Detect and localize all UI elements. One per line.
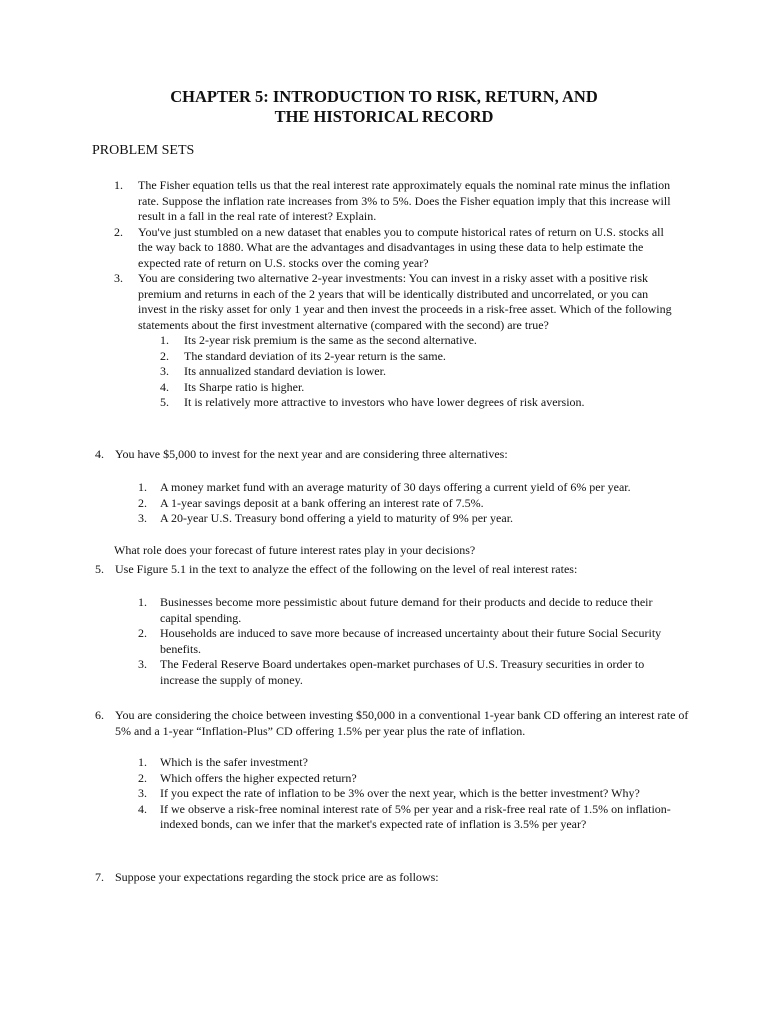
problem-number: 1.	[114, 178, 123, 192]
scenario-number: 3.	[138, 657, 147, 671]
problem-2	[114, 225, 674, 272]
question-item	[138, 802, 678, 833]
scenario-item	[138, 657, 678, 688]
question-number: 2.	[138, 770, 147, 785]
problem-text: Suppose your expectations regarding the stock price are as follows:	[115, 870, 439, 884]
statement-number: 4.	[160, 379, 169, 394]
statement-item	[160, 349, 674, 365]
problem-4-alternatives	[138, 480, 698, 527]
problem-1	[114, 178, 674, 225]
problem-7	[95, 870, 695, 886]
section-heading: PROBLEM SETS	[92, 143, 195, 158]
scenario-text: Households are induced to save more because of increased uncertainty about their future Social Security benefits.	[160, 626, 662, 656]
problem-4-question: What role does your forecast of future interest rates play in your decisions?	[114, 543, 476, 557]
statement-item	[160, 333, 674, 349]
question-number: 3.	[138, 786, 147, 800]
question-item	[138, 755, 678, 771]
statement-number: 1.	[160, 333, 169, 347]
statement-text: It is relatively more attractive to investors who have lower degrees of risk aversion.	[184, 395, 585, 409]
problem-text: Use Figure 5.1 in the text to analyze the effect of the following on the level of real interest rates:	[115, 562, 578, 576]
statement-item	[160, 395, 674, 411]
problem-4	[95, 447, 695, 463]
statement-item	[160, 380, 674, 396]
statement-number: 5.	[160, 395, 169, 409]
problem-6-questions	[138, 755, 678, 833]
question-number: 1.	[138, 755, 147, 769]
question-text: If you expect the rate of inflation to be 3% over the next year, which is the better investment? Why?	[160, 786, 640, 800]
problem-text: The Fisher equation tells us that the real interest rate approximately equals the nominal rate minus the inflation rate. Suppose the inflation rate increases from 3% to 5%. Does the Fisher equation imply that this increase will result in a fall in the real rate of interest? Explain.	[138, 178, 671, 223]
statement-item	[160, 364, 674, 380]
statement-text: Its 2-year risk premium is the same as the second alternative.	[184, 333, 477, 347]
problem-3	[114, 271, 674, 411]
title-line-2: THE HISTORICAL RECORD	[274, 107, 494, 126]
question-number: 4.	[138, 801, 147, 816]
question-text: Which offers the higher expected return?	[160, 770, 357, 785]
problem-list-1-3	[114, 178, 674, 411]
alternative-number: 2.	[138, 495, 147, 510]
scenario-text: The Federal Reserve Board undertakes open-market purchases of U.S. Treasury securities in order to increase the supply of money.	[160, 657, 645, 687]
problem-number: 6.	[95, 708, 104, 722]
problem-text: You've just stumbled on a new dataset that enables you to compute historical rates of return on U.S. stocks all the way back to 1880. What are the advantages and disadvantages in using these data to help estimate the expected rate of return on U.S. stocks over the coming year?	[138, 224, 664, 270]
statement-number: 2.	[160, 348, 169, 363]
alternative-item	[138, 480, 698, 496]
scenario-text: Businesses become more pessimistic about future demand for their products and decide to reduce their capital spending.	[160, 595, 653, 625]
problem-text: You have $5,000 to invest for the next year and are considering three alternatives:	[115, 447, 508, 461]
chapter-title	[0, 87, 768, 127]
problem-number: 5.	[95, 562, 104, 576]
alternative-text: A 1-year savings deposit at a bank offering an interest rate of 7.5%.	[160, 495, 484, 510]
problem-number: 3.	[114, 271, 123, 285]
statement-text: Its Sharpe ratio is higher.	[184, 379, 305, 394]
question-item	[138, 786, 678, 802]
scenario-number: 1.	[138, 595, 147, 609]
problem-6	[95, 708, 695, 739]
alternative-text: A 20-year U.S. Treasury bond offering a yield to maturity of 9% per year.	[160, 511, 514, 525]
problem-number: 4.	[95, 447, 104, 461]
problem-number: 7.	[95, 870, 104, 884]
title-line-1: CHAPTER 5: INTRODUCTION TO RISK, RETURN, AND	[170, 87, 598, 106]
statement-text: Its annualized standard deviation is lower.	[184, 364, 386, 378]
problem-text: You are considering the choice between investing $50,000 in a conventional 1-year bank CD offering an interest rate of 5% and a 1-year “Inflation-Plus” CD offering 1.5% per year plus the rate of inflation.	[115, 708, 689, 738]
statement-number: 3.	[160, 364, 169, 378]
alternative-number: 1.	[138, 480, 147, 494]
problem-number: 2.	[114, 224, 123, 239]
alternative-text: A money market fund with an average maturity of 30 days offering a current yield of 6% per year.	[160, 480, 631, 494]
problem-5-scenarios	[138, 595, 678, 688]
alternative-item	[138, 511, 698, 527]
scenario-item	[138, 595, 678, 626]
problem-text: You are considering two alternative 2-year investments: You can invest in a risky asset with a positive risk premium and returns in each of the 2 years that will be identically distributed and uncorrelated, or you can invest in the risky asset for only 1 year and then invest the proceeds in a risk-free asset. Which of the following statements about the first investment alternative (compared with the second) are true?	[138, 271, 672, 332]
statement-text: The standard deviation of its 2-year return is the same.	[184, 348, 446, 363]
problem-5	[95, 562, 695, 578]
scenario-item	[138, 626, 678, 657]
question-item	[138, 771, 678, 787]
question-text: Which is the safer investment?	[160, 755, 308, 769]
question-text: If we observe a risk-free nominal interest rate of 5% per year and a risk-free real rate of 1.5% on inflation-indexed bonds, can we infer that the market's expected rate of inflation is 3.5% per year?	[160, 801, 671, 831]
problem-3-statements	[160, 333, 674, 411]
alternative-item	[138, 496, 698, 512]
scenario-number: 2.	[138, 626, 147, 640]
alternative-number: 3.	[138, 511, 147, 525]
